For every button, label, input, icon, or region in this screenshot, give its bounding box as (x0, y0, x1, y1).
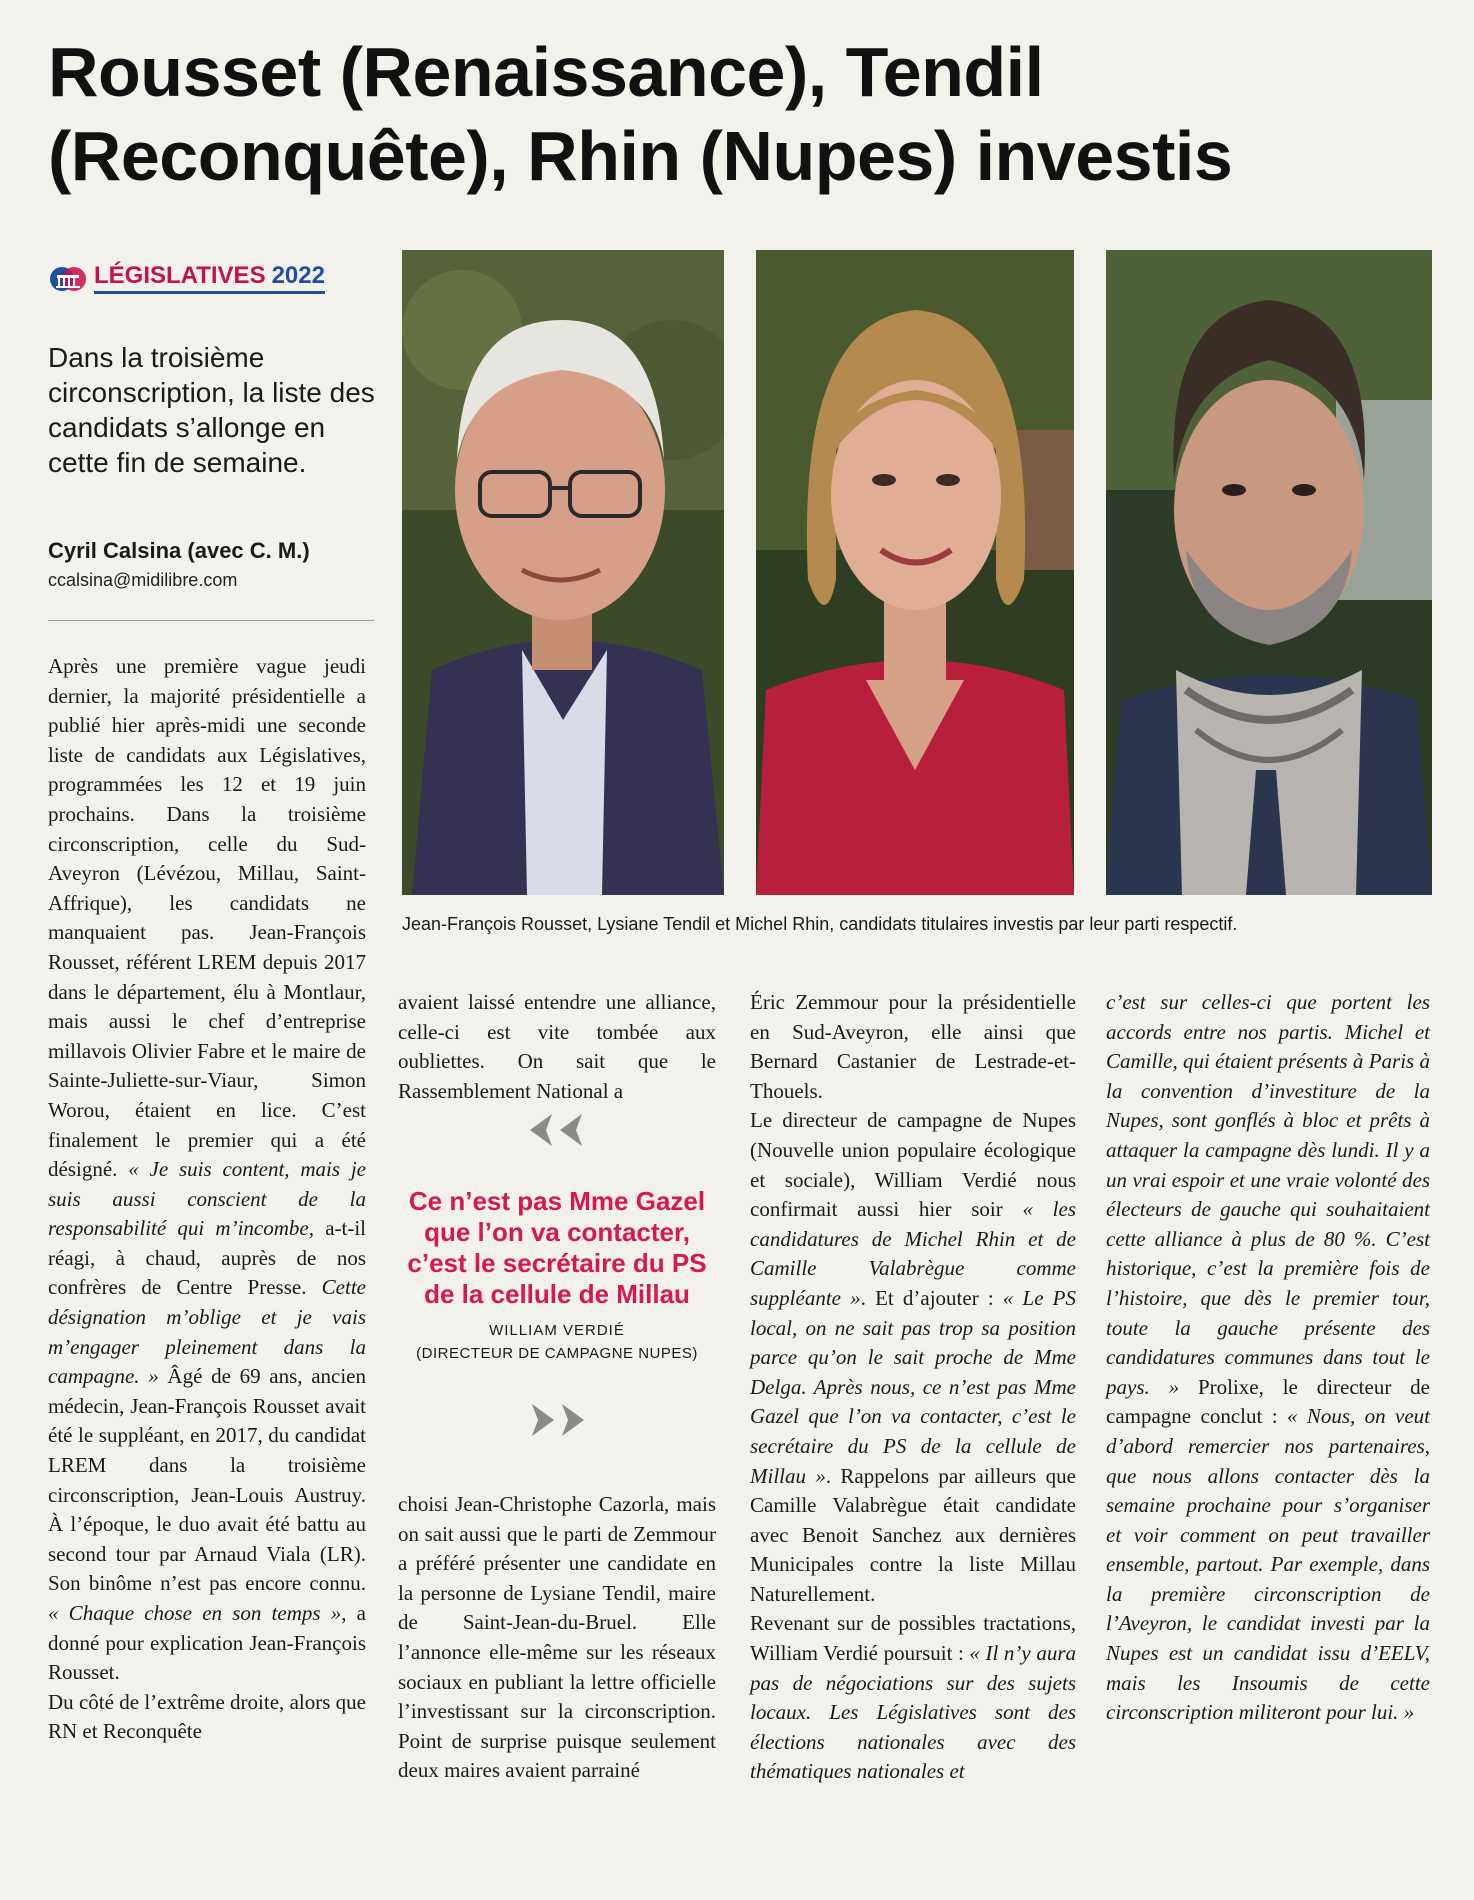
article-column-4 (1106, 988, 1430, 1728)
article-column-2-bottom (398, 1490, 716, 1786)
photo-tendil (756, 250, 1074, 895)
col4-quote-1: c’est sur celles-ci que portent les accords entre nos partis. Michel et Camille, qui étaient présents à Paris à la convention d’investiture de la Nupes, sont gonflés à bloc et prêts à attaquer la campagne dès lundi. Il y a un vrai espoir et une vraie volonté des électeurs de gauche qui souhaitaient cette alliance à plus de 80 %. C’est historique, c’est la première fois de l’histoire, que dès le premier tour, toute la gauche présente des candidatures communes dans tout le pays. » (1106, 990, 1430, 1399)
assembly-building-icon (48, 263, 88, 293)
col3-paragraph-1: Éric Zemmour pour la présidentielle en Sud-Aveyron, elle ainsi que Bernard Castanier de Lestrade-et-Thouels. (750, 990, 1076, 1103)
col4-quote-2: « Nous, on veut d’abord remercier nos partenaires, que nous allons contacter dès la semaine prochaine pour s’organiser et voir comment on peut travailler ensemble, partout. Par exemple, dans la première circonscription de l’Aveyron, le candidat investi par la Nupes est un candidat issu d’EELV, mais les Insoumis de cette circonscription militeront pour lui. » (1106, 1404, 1431, 1725)
rubric-text: LÉGISLATIVES (94, 262, 266, 289)
article-column-2-top (398, 988, 716, 1106)
rubric-label (94, 262, 325, 294)
article-column-3 (750, 988, 1076, 1787)
col3-paragraph-2 (750, 1106, 1076, 1609)
portrait-man-photo (402, 250, 724, 895)
pull-quote (398, 1110, 716, 1440)
col4-paragraph-1 (1106, 988, 1430, 1728)
col1-paragraph-2: Du côté de l’extrême droite, alors que RN et Reconquête (48, 1689, 366, 1744)
col1-quote-3: « Chaque chose en son temps » (48, 1601, 342, 1625)
photo-caption: Jean-François Rousset, Lysiane Tendil et Michel Rhin, candidats titulaires investis par leur parti respectif. (402, 914, 1238, 934)
photo-rousset (402, 250, 724, 895)
byline-divider (48, 620, 374, 621)
col1-text-3: Âgé de 69 ans, ancien médecin, Jean-François Rousset avait été le suppléant, en 2017, du candidat LREM dans la troisième circonscription, Jean-Louis Austruy. À l’époque, le duo avait été battu au second tour par Arnaud Viala (LR). Son binôme n’est pas encore connu. (48, 1364, 366, 1596)
close-quote-icon (522, 1400, 592, 1440)
author-name: Cyril Calsina (avec C. M.) (48, 538, 310, 563)
col3-text-4: Revenant sur de possibles tractations, William Verdié poursuit : (750, 1611, 1076, 1666)
col1-paragraph-1 (48, 652, 366, 1688)
rubric-legislatives (48, 258, 325, 298)
col2-paragraph-top: avaient laissé entendre une alliance, celle-ci est vite tombée aux oubliettes. On sait que le Rassemblement National a (398, 990, 716, 1103)
col3-text-3: . Rappelons par ailleurs que Camille Valabrègue était candidate avec Benoit Sanchez aux dernières Municipales contre la liste Millau Naturellement. (750, 1463, 1076, 1606)
col1-text-4: , a donné pour explication Jean-François Rousset. (48, 1601, 366, 1685)
col3-quote-3: « Il n’y aura pas de négociations sur des sujets locaux. Les Législatives sont des élections nationales avec des thématiques nationales et (750, 1641, 1076, 1784)
col4-text-1: Prolixe, le directeur de campagne conclut : (1106, 1374, 1430, 1429)
col3-text-1: Le directeur de campagne de Nupes (Nouvelle union populaire écologique et sociale), William Verdié nous confirmait aussi hier soir (750, 1108, 1076, 1222)
col3-quote-1: « les candidatures de Michel Rhin et de Camille Valabrègue comme suppléante » (750, 1197, 1076, 1310)
col1-quote-1: « Je suis content, mais je suis aussi conscient de la responsabilité qui m’incombe, (48, 1157, 366, 1241)
col1-quote-2: Cette désignation m’oblige et je vais m’engager pleinement dans la campagne. » (48, 1275, 366, 1389)
col3-paragraph-3 (750, 1609, 1076, 1787)
pull-quote-author: WILLIAM VERDIÉ (489, 1322, 625, 1339)
col1-text-intro: Après une première vague jeudi dernier, la majorité présidentielle a publié hier après-midi une seconde liste de candidats aux Législatives, programmées les 12 et 19 juin prochains. Dans la troisième circonscription, celle du Sud-Aveyron (Lévézou, Millau, Saint-Affrique), les candidats ne manquaient pas. Jean-François Rousset, référent LREM depuis 2017 dans le département, élu à Montlaur, mais aussi le chef d’entreprise millavois Olivier Fabre et le maire de Sainte-Juliette-sur-Viaur, Simon Worou, étaient en lice. C’est finalement le premier qui a été désigné. (48, 654, 366, 1182)
col1-text-2: a-t-il réagi, à chaud, auprès de nos confrères de Centre Presse. (48, 1216, 367, 1300)
byline (48, 538, 310, 591)
col3-quote-2: « Le PS local, on ne sait pas trop sa position parce qu’on le sait proche de Mme Delga. Après nous, ce n’est pas Mme Gazel que l’on va contacter, c’est le secrétaire du PS de la cellule de Millau » (750, 1285, 1077, 1488)
headline: Rousset (Renaissance), Tendil (Reconquête), Rhin (Nupes) investis (48, 33, 1233, 195)
portrait-man-scarf-photo (1106, 250, 1432, 895)
chapo: Dans la troisième circonscription, la liste des candidats s’allonge en cette fin de semaine. (48, 342, 375, 478)
col3-text-2: . Et d’ajouter : (860, 1285, 1003, 1310)
pull-quote-text: Ce n’est pas Mme Gazel que l’on va contacter, c’est le secrétaire du PS de la cellule de Millau (407, 1186, 707, 1309)
photo-rhin (1106, 250, 1432, 895)
col2-paragraph-bottom: choisi Jean-Christophe Cazorla, mais on sait aussi que le parti de Zemmour a préféré présenter une candidate en la personne de Lysiane Tendil, maire de Saint-Jean-du-Bruel. Elle l’annonce elle-même sur les réseaux sociaux en publiant la lettre officielle l’investissant sur la circonscription. Point de surprise puisque seulement deux maires avaient parrainé (398, 1492, 716, 1783)
author-email: ccalsina@midilibre.com (48, 570, 238, 590)
open-quote-icon (522, 1110, 592, 1150)
portrait-woman-photo (756, 250, 1074, 895)
rubric-year: 2022 (271, 262, 325, 289)
article-column-1 (48, 652, 366, 1747)
pull-quote-role: (DIRECTEUR DE CAMPAGNE NUPES) (416, 1345, 698, 1362)
